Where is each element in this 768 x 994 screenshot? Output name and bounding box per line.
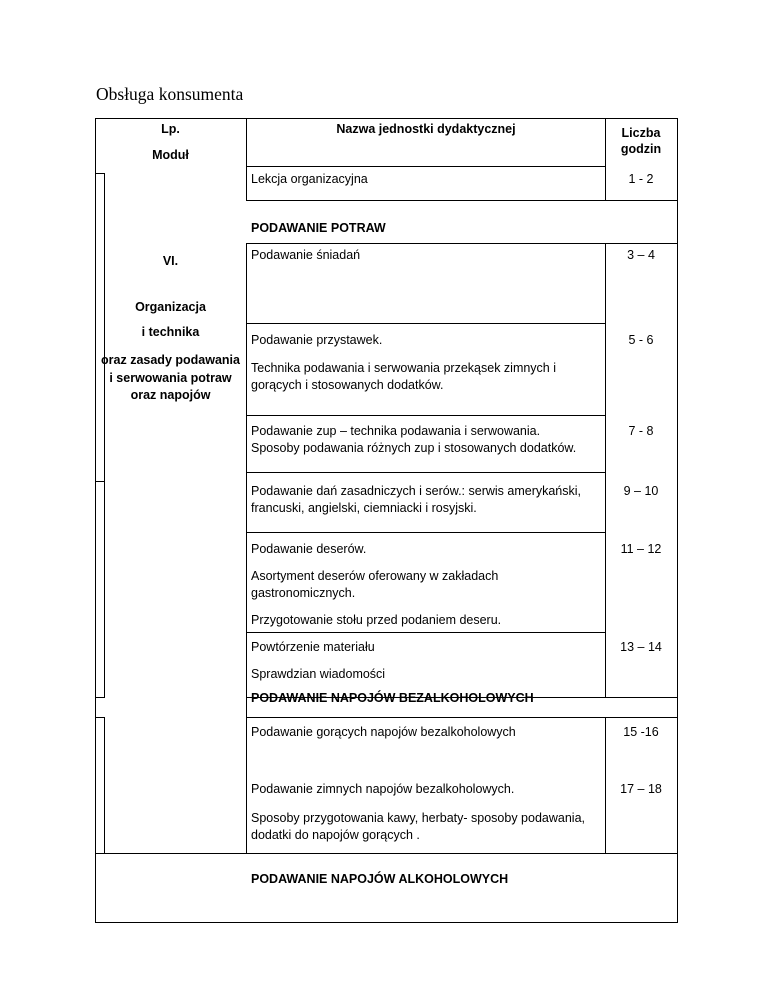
unit-hours: 17 – 18 <box>620 782 662 796</box>
header-lp: Lp. <box>161 122 180 136</box>
module-line: oraz napojów <box>130 388 211 402</box>
unit-hours: 9 – 10 <box>623 484 659 498</box>
header-godzin: godzin <box>620 142 662 156</box>
module-line: i technika <box>141 325 200 339</box>
table-border-bottom <box>95 922 678 923</box>
unit-hours: 1 - 2 <box>628 172 654 186</box>
unit-name: Podawanie śniadań <box>251 248 361 262</box>
unit-detail: dodatki do napojów gorących . <box>251 828 420 842</box>
section-heading: PODAWANIE NAPOJÓW ALKOHOLOWYCH <box>251 872 509 886</box>
unit-hours: 11 – 12 <box>620 542 662 556</box>
unit-detail: gorących i stosowanych dodatków. <box>251 378 444 392</box>
header-nazwa: Nazwa jednostki dydaktycznej <box>336 122 516 136</box>
unit-name: Podawanie dań zasadniczych i serów.: serwis amerykański, <box>251 484 582 498</box>
module-line: Organizacja <box>135 300 206 314</box>
table-border-top <box>95 118 678 119</box>
table-border-right <box>677 118 678 923</box>
unit-name: Powtórzenie materiału <box>251 640 375 654</box>
unit-name: francuski, angielski, ciemniacki i rosyjski. <box>251 501 477 515</box>
unit-hours: 5 - 6 <box>628 333 654 347</box>
document-title: Obsługa konsumenta <box>96 84 244 104</box>
section-heading: PODAWANIE NAPOJÓW BEZALKOHOLOWYCH <box>251 691 534 705</box>
unit-detail: gastronomicznych. <box>251 586 356 600</box>
header-modul: Moduł <box>152 148 189 162</box>
unit-hours: 13 – 14 <box>620 640 662 654</box>
unit-hours: 15 -16 <box>623 725 659 739</box>
unit-name: Podawanie zup – technika podawania i serwowania. <box>251 424 541 438</box>
unit-detail: Przygotowanie stołu przed podaniem deseru. <box>251 613 502 627</box>
unit-name: Podawanie gorących napojów bezalkoholowych <box>251 725 516 739</box>
unit-name: Lekcja organizacyjna <box>251 172 368 186</box>
unit-detail: Sprawdzian wiadomości <box>251 667 386 681</box>
section-heading: PODAWANIE POTRAW <box>251 221 386 235</box>
unit-name: Podawanie zimnych napojów bezalkoholowych. <box>251 782 515 796</box>
unit-name: Podawanie deserów. <box>251 542 367 556</box>
header-liczba: Liczba <box>621 126 661 140</box>
unit-hours: 7 - 8 <box>628 424 654 438</box>
table-border-left <box>95 118 96 923</box>
unit-detail: Technika podawania i serwowania przekąsek zimnych i <box>251 361 557 375</box>
unit-detail: Asortyment deserów oferowany w zakładach <box>251 569 499 583</box>
unit-hours: 3 – 4 <box>627 248 655 262</box>
module-line: oraz zasady podawania <box>101 353 240 367</box>
unit-name: Podawanie przystawek. <box>251 333 383 347</box>
unit-detail: Sposoby przygotowania kawy, herbaty- sposoby podawania, <box>251 811 585 825</box>
unit-name: Sposoby podawania różnych zup i stosowanych dodatków. <box>251 441 577 455</box>
module-number: VI. <box>162 254 179 268</box>
module-line: i serwowania potraw <box>109 371 232 385</box>
